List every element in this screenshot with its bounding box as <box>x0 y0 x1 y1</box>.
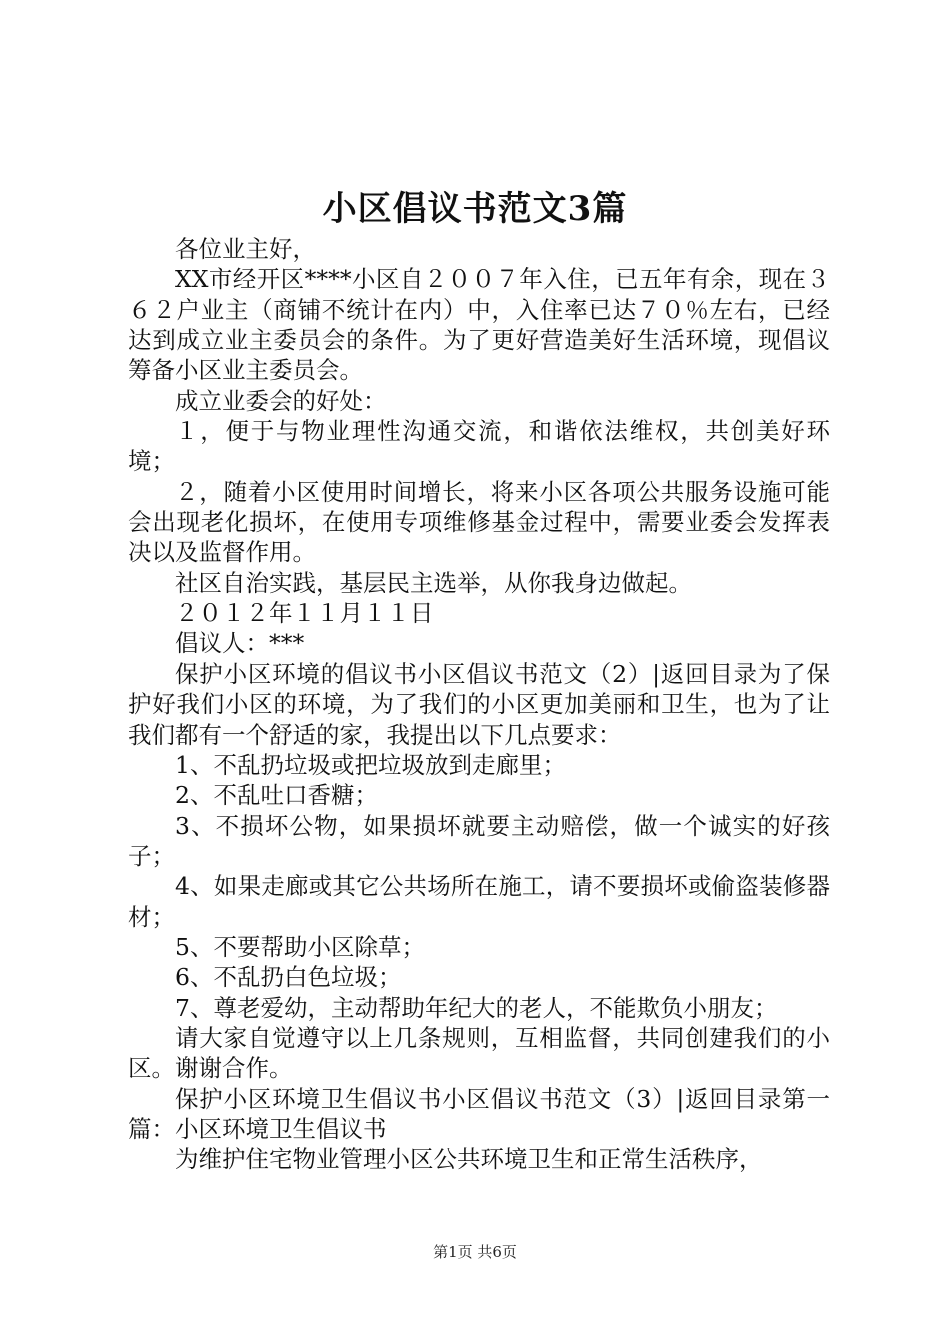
page-footer: 第1页 共6页 <box>433 1243 517 1261</box>
document-title: 小区倡议书范文3篇 <box>322 189 628 229</box>
list-item-1: 1、不乱扔垃圾或把垃圾放到走廊里； <box>175 750 566 779</box>
paragraph-section-3: 保护小区环境卫生倡议书小区倡议书范文（3）|返回目录第一篇：小区环境卫生倡议书 <box>128 1084 830 1143</box>
paragraph-greeting: 各位业主好， <box>175 235 316 263</box>
list-item-3: 3、不损坏公物，如果损坏就要主动赔偿，做一个诚实的好孩子； <box>128 811 830 870</box>
paragraph-signer: 倡议人：*** <box>175 629 305 658</box>
paragraph-section-2: 保护小区环境的倡议书小区倡议书范文（2）|返回目录为了保护好我们小区的环境，为了我们的小区更加美丽和卫生，也为了让我们都有一个舒适的家，我提出以下几点要求： <box>128 659 830 749</box>
document-body <box>128 234 830 1175</box>
list-item-2: 2、不乱吐口香糖； <box>175 781 378 810</box>
paragraph-benefit-1: １，便于与物业理性沟通交流，和谐依法维权，共创美好环境； <box>128 417 830 476</box>
paragraph-closing: 请大家自觉遵守以上几条规则，互相监督，共同创建我们的小区。谢谢合作。 <box>128 1023 830 1083</box>
paragraph-section-3-body: 为维护住宅物业管理小区公共环境卫生和正常生活秩序， <box>175 1145 763 1174</box>
paragraph-benefits-heading: 成立业委会的好处： <box>175 386 387 415</box>
list-item-7: 7、尊老爱幼，主动帮助年纪大的老人，不能欺负小朋友； <box>175 993 778 1022</box>
paragraph-benefit-2: ２，随着小区使用时间增长，将来小区各项公共服务设施可能会出现老化损坏，在使用专项维修基金过程中，需要业委会发挥表决以及监督作用。 <box>128 477 830 567</box>
paragraph-intro: XX市经开区****小区自２００７年入住，已五年有余，现在３６２户业主（商铺不统计在内）中，入住率已达７０％左右，已经达到成立业主委员会的条件。为了更好营造美好生活环境，现倡议筹备小区业主委员会。 <box>128 265 830 385</box>
paragraph-slogan: 社区自治实践，基层民主选举，从你我身边做起。 <box>175 568 692 597</box>
list-item-4: 4、如果走廊或其它公共场所在施工，请不要损坏或偷盗装修器材； <box>128 872 830 931</box>
list-item-5: 5、不要帮助小区除草； <box>175 932 425 961</box>
list-item-6: 6、不乱扔白色垃圾； <box>175 963 402 992</box>
paragraph-date: ２０１２年１１月１１日 <box>175 599 434 628</box>
